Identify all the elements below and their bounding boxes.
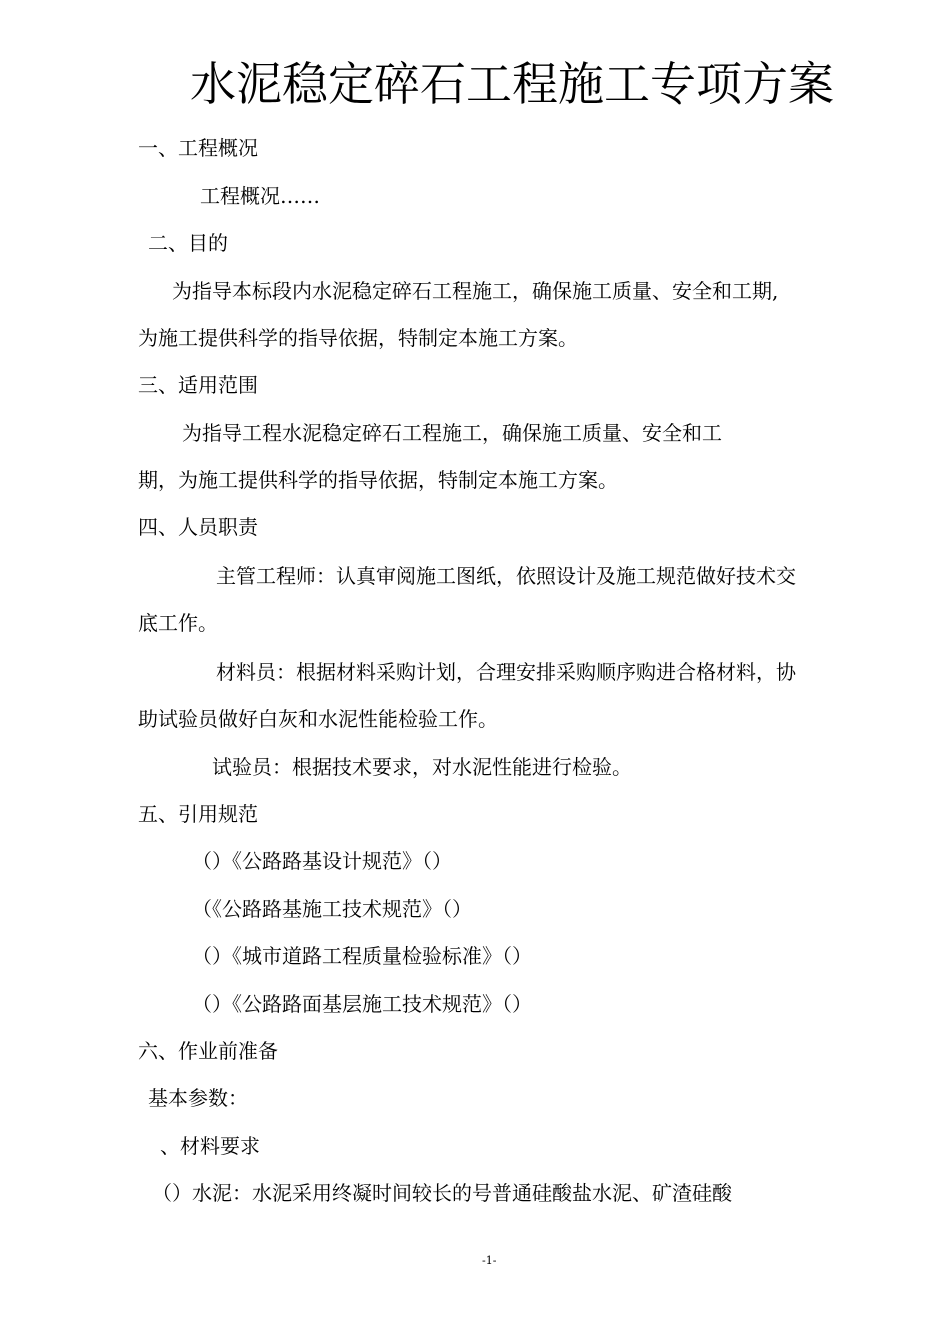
overview-text: 工程概况…… xyxy=(200,184,320,208)
section-heading-preparation: 六、作业前准备 xyxy=(138,1039,278,1063)
document-title: 水泥稳定碎石工程施工专项方案 xyxy=(190,57,834,111)
section-heading-references: 五、引用规范 xyxy=(138,802,258,826)
purpose-text-line-1: 为指导本标段内水泥稳定碎石工程施工，确保施工质量、安全和工期, xyxy=(172,279,779,303)
material-staff-text-line-1: 材料员：根据材料采购计划，合理安排采购顺序购进合格材料，协 xyxy=(216,660,796,684)
chief-engineer-text-line-1: 主管工程师：认真审阅施工图纸，依照设计及施工规范做好技术交 xyxy=(216,564,796,588)
material-staff-text-line-2: 助试验员做好白灰和水泥性能检验工作。 xyxy=(138,707,498,731)
cement-requirement-text: （）水泥：水泥采用终凝时间较长的号普通硅酸盐水泥、矿渣硅酸 xyxy=(152,1181,732,1205)
section-heading-overview: 一、工程概况 xyxy=(138,136,258,160)
tester-text: 试验员：根据技术要求，对水泥性能进行检验。 xyxy=(212,755,632,779)
reference-item-4: （）《公路路面基层施工技术规范》（） xyxy=(192,992,532,1016)
scope-text-line-1: 为指导工程水泥稳定碎石工程施工，确保施工质量、安全和工 xyxy=(182,421,722,445)
reference-item-2: （《公路路基施工技术规范》（） xyxy=(192,897,472,921)
section-heading-responsibilities: 四、人员职责 xyxy=(138,515,258,539)
scope-text-line-2: 期，为施工提供科学的指导依据，特制定本施工方案。 xyxy=(138,468,618,492)
chief-engineer-text-line-2: 底工作。 xyxy=(138,611,218,635)
reference-item-3: （）《城市道路工程质量检验标准》（） xyxy=(192,944,532,968)
basic-parameters-label: 基本参数： xyxy=(148,1086,248,1110)
section-heading-purpose: 二、目的 xyxy=(148,231,228,255)
section-heading-scope: 三、适用范围 xyxy=(138,373,258,397)
purpose-text-line-2: 为施工提供科学的指导依据，特制定本施工方案。 xyxy=(138,326,578,350)
page-number: -1- xyxy=(482,1254,497,1267)
reference-item-1: （）《公路路基设计规范》（） xyxy=(192,849,452,873)
material-requirements-heading: 、材料要求 xyxy=(160,1134,260,1158)
